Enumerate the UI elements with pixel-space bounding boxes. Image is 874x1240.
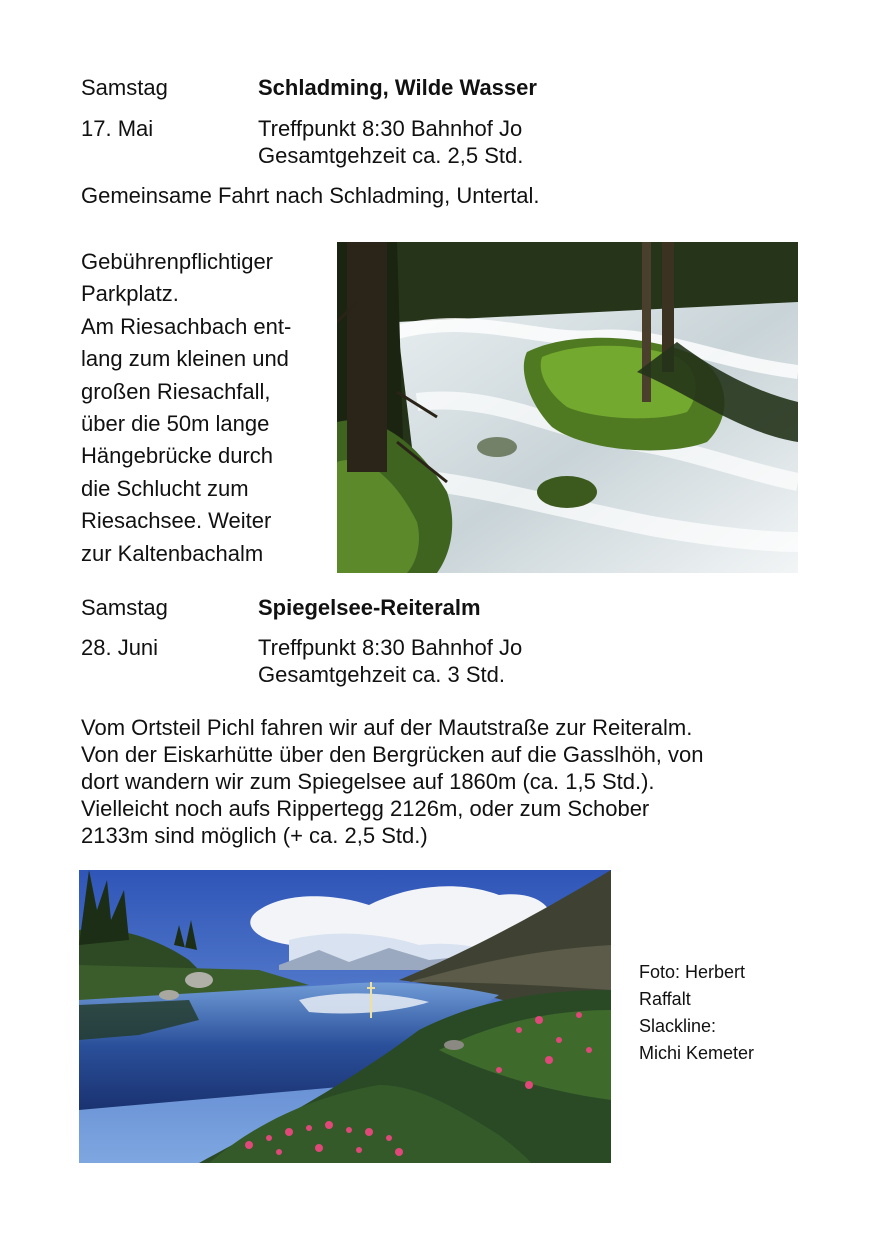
event2-title: Spiegelsee-Reiteralm xyxy=(258,595,481,620)
event2-date: 28. Juni xyxy=(81,635,159,660)
event1-duration: Gesamtgehzeit ca. 2,5 Std. xyxy=(258,143,524,168)
event1-intro: Gemeinsame Fahrt nach Schladming, Untertal. xyxy=(81,183,540,208)
event2-description-line: Vom Ortsteil Pichl fahren wir auf der Mautstraße zur Reiteralm. xyxy=(81,715,693,740)
event1-description-line: über die 50m lange xyxy=(81,411,270,437)
event1-meeting: Treffpunkt 8:30 Bahnhof Jo xyxy=(258,116,523,141)
event2-day: Samstag xyxy=(81,595,168,620)
lake-illustration xyxy=(79,870,611,1163)
event2-duration: Gesamtgehzeit ca. 3 Std. xyxy=(258,662,506,687)
event1-description-line: großen Riesachfall, xyxy=(81,378,271,404)
event1-date: 17. Mai xyxy=(81,116,154,141)
credit-line: Foto: Herbert xyxy=(639,962,746,982)
event2-description-line: dort wandern wir zum Spiegelsee auf 1860m (ca. 1,5 Std.). xyxy=(81,769,655,794)
event1-title: Schladming, Wilde Wasser xyxy=(258,75,537,100)
event2-description xyxy=(81,714,704,849)
event1-day: Samstag xyxy=(81,75,168,100)
event1-description-line: lang zum kleinen und xyxy=(81,346,289,372)
event2-meeting: Treffpunkt 8:30 Bahnhof Jo xyxy=(258,635,523,660)
event1-description-line: Parkplatz. xyxy=(81,281,179,307)
event1-description-line: Am Riesachbach ent- xyxy=(81,313,292,339)
event2-description-line: Vielleicht noch aufs Rippertegg 2126m, oder zum Schober xyxy=(81,796,650,821)
event2-description-line: Von der Eiskarhütte über den Bergrücken auf die Gasslhöh, von xyxy=(81,742,704,767)
credit-line: Slackline: xyxy=(639,1016,717,1036)
event1-description-line: Riesachsee. Weiter xyxy=(81,508,272,534)
event1-description xyxy=(81,246,291,570)
credit-line: Raffalt xyxy=(639,989,691,1009)
waterfall-illustration xyxy=(337,242,798,573)
credit-line: Michi Kemeter xyxy=(639,1043,755,1063)
event1-description-line: Gebührenpflichtiger xyxy=(81,249,274,274)
lake-photo xyxy=(79,870,611,1163)
event1-description-line: zur Kaltenbachalm xyxy=(81,540,264,566)
photo-credits xyxy=(639,959,754,1067)
event2-description-line: 2133m sind möglich (+ ca. 2,5 Std.) xyxy=(81,823,428,848)
event1-description-line: die Schlucht zum xyxy=(81,475,249,501)
waterfall-photo xyxy=(337,242,798,573)
event1-description-line: Hängebrücke durch xyxy=(81,443,274,469)
